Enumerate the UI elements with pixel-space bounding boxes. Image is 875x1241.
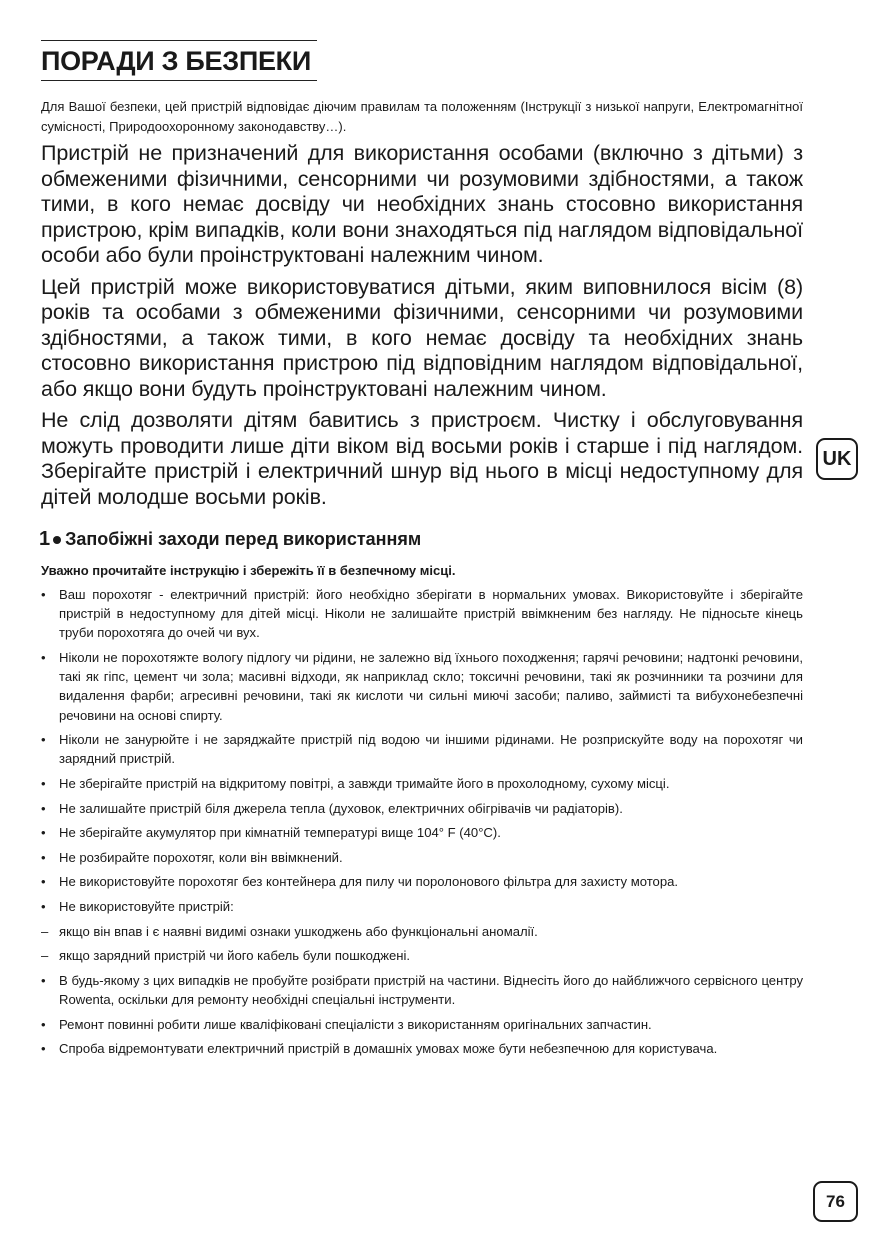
section-title: Запобіжні заходи перед використанням bbox=[65, 529, 422, 549]
list-item bbox=[41, 730, 803, 768]
list-marker: • bbox=[41, 1041, 46, 1057]
list-item-text: Не розбирайте порохотяг, коли він ввімкнений. bbox=[59, 849, 343, 865]
list-item-text: Не залишайте пристрій біля джерела тепла (духовок, електричних обігрівачів чи радіаторів). bbox=[59, 800, 623, 816]
list-item bbox=[41, 774, 803, 793]
list-item bbox=[41, 823, 803, 842]
list-item bbox=[41, 848, 803, 867]
list-item-text: Ніколи не порохотяжте вологу підлогу чи рідини, не залежно від їхнього походження; гарячі речовини; надтонкі речовини, такі як гіпс, цемент чи зола; масивні відходи, як наприклад скло; токсичні речовини, такі як розчинники та розчини для видалення фарби; агресивні речовини, такі як кислоти чи сильні миючі засоби; паливо, займисті та вибухонебезпечні речовини на основі спирту. bbox=[59, 650, 803, 723]
list-marker: • bbox=[41, 898, 46, 914]
list-marker: • bbox=[41, 972, 46, 988]
list-marker: • bbox=[41, 650, 46, 665]
list-item bbox=[41, 1015, 803, 1034]
list-item bbox=[41, 971, 803, 1009]
list-item-text: Ваш порохотяг - електричний пристрій: його необхідно зберігати в нормальних умовах. Використовуйте і зберігайте пристрій в недоступному для дітей місці. Ніколи не залишайте пристрій ввімкненим без нагляду. Не підносьте кінець труби порохотяга до очей чи вух. bbox=[59, 587, 803, 641]
list-marker: • bbox=[41, 732, 46, 748]
section-number: 1 bbox=[39, 528, 51, 550]
warning-paragraph: Пристрій не призначений для використання особами (включно з дітьми) з обмеженими фізичними, сенсорними чи розумовими здібностями, а також тими, в кого немає досвіду чи необхідних знань стосовно використання пристрою, крім випадків, коли вони знаходяться під наглядом відповідальної особи або були проінструктовані належним чином. bbox=[41, 141, 803, 267]
list-item-text: Ніколи не занурюйте і не заряджайте пристрій під водою чи іншими рідинами. Не розприскуйте воду на порохотяг чи зарядний пристрій. bbox=[59, 732, 803, 767]
section-lead: Уважно прочитайте інструкцію і збережіть її в безпечному місці. bbox=[41, 563, 456, 578]
list-item-text: якщо зарядний пристрій чи його кабель були пошкоджені. bbox=[59, 948, 411, 964]
page-title: ПОРАДИ З БЕЗПЕКИ bbox=[41, 46, 311, 76]
list-item-text: Спроба відремонтувати електричний пристрій в домашніх умовах може бути небезпечною для користувача. bbox=[59, 1041, 718, 1057]
list-item bbox=[41, 872, 803, 891]
warning-paragraph: Цей пристрій може використовуватися дітьми, яким виповнилося вісім (8) років та особами з обмеженими фізичними, сенсорними чи розумовими здібностями, а також тими, в кого немає досвіду та необхідних знань стосовно використання пристрою під відповідним наглядом відповідальної, або якщо вони будуть проінструктовані належним чином. bbox=[41, 274, 803, 401]
title-rule bbox=[41, 40, 317, 81]
list-item-text: якщо він впав і є наявні видимі ознаки ушкоджень або функціональні аномалії. bbox=[59, 923, 538, 939]
list-item bbox=[41, 946, 803, 965]
section-heading bbox=[39, 528, 803, 551]
list-item-text: Не зберігайте акумулятор при кімнатній температурі вище 104° F (40°C). bbox=[59, 825, 501, 841]
list-marker: – bbox=[41, 923, 49, 939]
list-item-text: Не зберігайте пристрій на відкритому повітрі, а завжди тримайте його в прохолодному, сухому місці. bbox=[59, 776, 670, 791]
list-item-text: В будь-якому з цих випадків не пробуйте розібрати пристрій на частини. Віднесіть його до найближчого сервісного центру Rowenta, оскільки для ремонту необхідні спеціальні інструменти. bbox=[59, 972, 803, 1007]
list-item-text: Ремонт повинні робити лише кваліфіковані спеціалісти з використанням оригінальних запчастин. bbox=[59, 1016, 652, 1032]
list-marker: • bbox=[41, 874, 46, 890]
bullet-dot-icon bbox=[53, 536, 61, 544]
list-item-text: Не використовуйте пристрій: bbox=[59, 898, 234, 914]
list-item bbox=[41, 585, 803, 643]
intro-paragraph: Для Вашої безпеки, цей пристрій відповідає діючим правилам та положенням (Інструкції з низької напруги, Електромагнітної сумісності, Природоохоронному законодавству…). bbox=[41, 99, 803, 134]
list-marker: – bbox=[41, 948, 49, 964]
page-number: 76 bbox=[813, 1181, 858, 1222]
list-item bbox=[41, 799, 803, 818]
list-item-text: Не використовуйте порохотяг без контейнера для пилу чи поролонового фільтра для захисту мотора. bbox=[59, 874, 679, 890]
list-item bbox=[41, 648, 803, 725]
list-marker: • bbox=[41, 849, 46, 865]
precaution-list bbox=[41, 585, 803, 1058]
list-marker: • bbox=[41, 825, 46, 841]
list-marker: • bbox=[41, 587, 46, 602]
warning-paragraph: Не слід дозволяти дітям бавитись з пристроєм. Чистку і обслуговування можуть проводити лише діти віком від восьми років і старше і під наглядом. Зберігайте пристрій і електричний шнур від нього в місці недоступному для дітей молодше восьми років. bbox=[41, 408, 803, 509]
page-content bbox=[41, 40, 803, 1064]
list-marker: • bbox=[41, 776, 46, 791]
list-item bbox=[41, 1039, 803, 1058]
list-marker: • bbox=[41, 1016, 46, 1032]
list-item bbox=[41, 922, 803, 941]
language-tab: UK bbox=[816, 438, 858, 480]
list-item bbox=[41, 897, 803, 916]
list-marker: • bbox=[41, 800, 46, 816]
